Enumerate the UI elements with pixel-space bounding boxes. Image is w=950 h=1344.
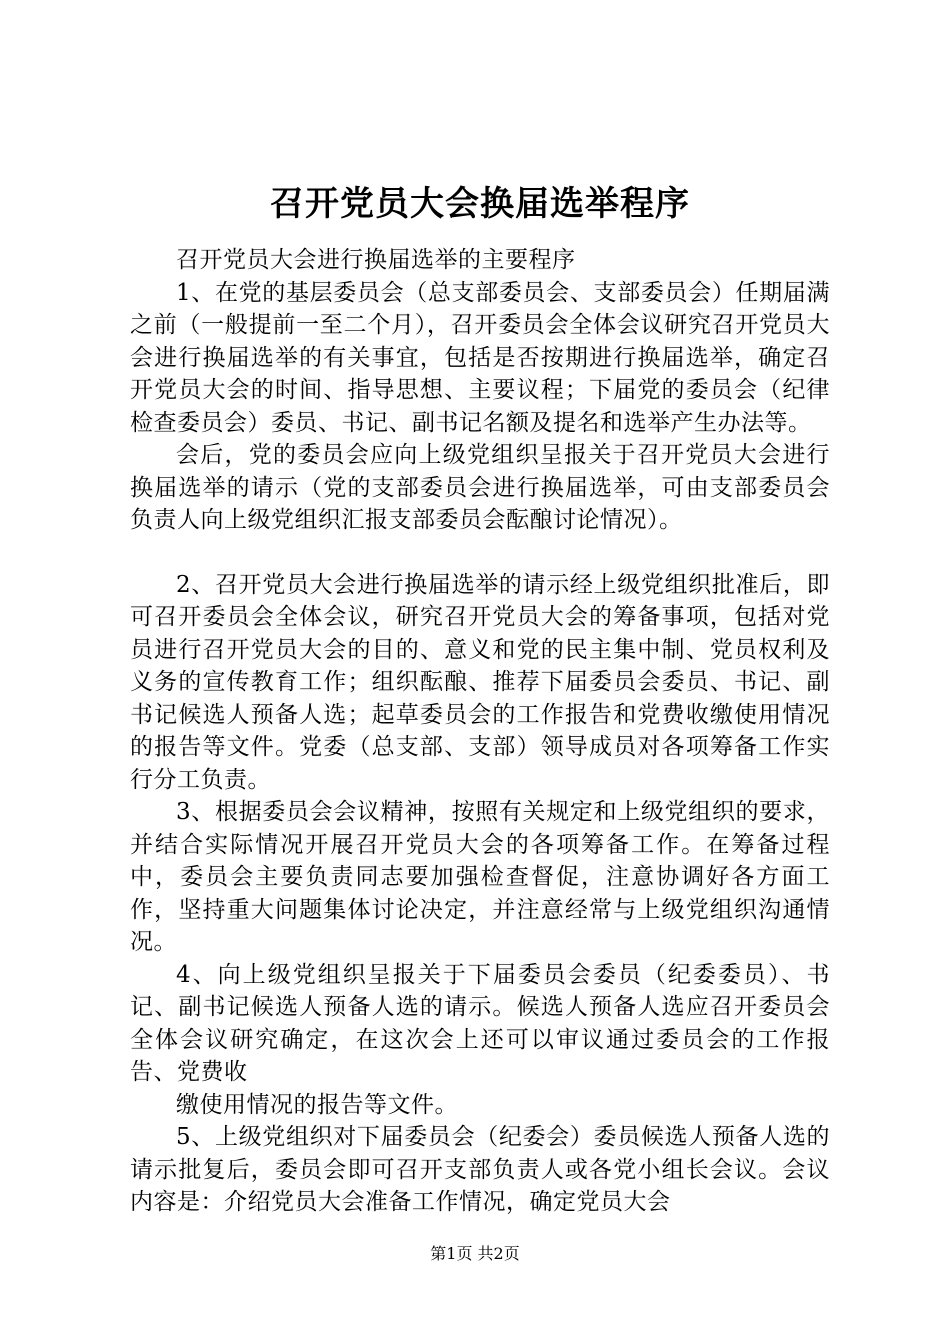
page-footer: 第1页 共2页 (430, 1244, 520, 1263)
paragraph-step-1: 1、在党的基层委员会（总支部委员会、支部委员会）任期届满之前（一般提前一至二个月），召开委员会全体会议研究召开党员大会进行换届选举的有关事宜，包括是否按期进行换届选举，确定召开党员大会的时间、指导思想、主要议程；下届党的委员会（纪律检查委员会）委员、书记、副书记名额及提名和选举产生办法等。 (130, 279, 830, 436)
paragraph-step-2: 2、召开党员大会进行换届选举的请示经上级党组织批准后，即可召开委员会全体会议，研究召开党员大会的筹备事项，包括对党员进行召开党员大会的目的、意义和党的民主集中制、党员权利及义务的宣传教育工作；组织酝酿、推荐下届委员会委员、书记、副书记候选人预备人选；起草委员会的工作报告和党费收缴使用情况的报告等文件。党委（总支部、支部）领导成员对各项筹备工作实行分工负责。 (130, 571, 830, 793)
paragraph-step-4-continued: 缴使用情况的报告等文件。 (176, 1091, 458, 1118)
paragraph-gap (130, 537, 830, 569)
document-body (130, 244, 830, 1219)
paragraph-step-5: 5、上级党组织对下届委员会（纪委会）委员候选人预备人选的请示批复后，委员会即可召开支部负责人或各党小组长会议。会议内容是：介绍党员大会准备工作情况，确定党员大会 (130, 1124, 830, 1215)
paragraph-step-3: 3、根据委员会会议精神，按照有关规定和上级党组织的要求，并结合实际情况开展召开党员大会的各项筹备工作。在筹备过程中，委员会主要负责同志要加强检查督促，注意协调好各方面工作，坚持重大问题集体讨论决定，并注意经常与上级党组织沟通情况。 (130, 799, 830, 955)
paragraph-step-4: 4、向上级党组织呈报关于下届委员会委员（纪委委员）、书记、副书记候选人预备人选的请示。候选人预备人选应召开委员会全体会议研究确定，在这次会上还可以审议通过委员会的工作报告、党费收 (130, 961, 830, 1085)
intro-paragraph: 召开党员大会进行换届选举的主要程序 (176, 247, 576, 273)
document-page (130, 178, 830, 1219)
document-title: 召开党员大会换届选举程序 (270, 184, 690, 224)
paragraph-after-meeting: 会后，党的委员会应向上级党组织呈报关于召开党员大会进行换届选举的请示（党的支部委员会进行换届选举，可由支部委员会负责人向上级党组织汇报支部委员会酝酿讨论情况）。 (130, 442, 830, 533)
